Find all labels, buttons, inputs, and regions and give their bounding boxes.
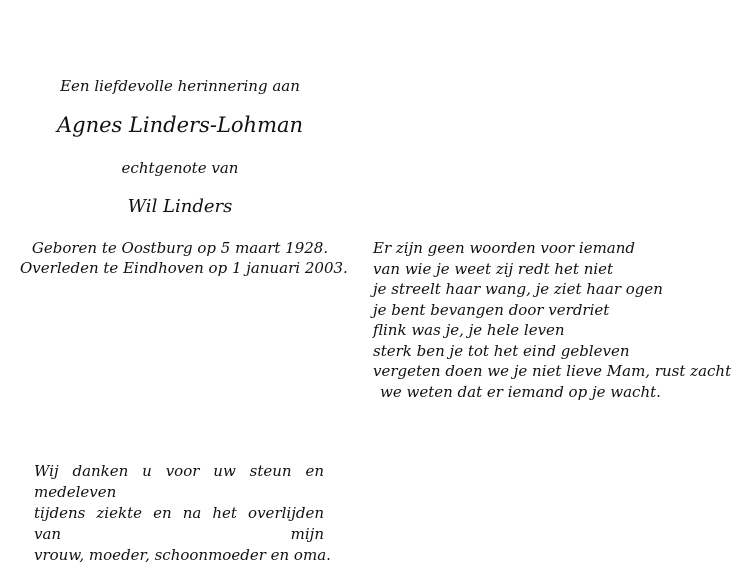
spouse-name: Wil Linders [127,196,233,217]
poem [370,238,732,402]
poem-line: je bent bevangen door verdriet [373,300,610,319]
poem-line: je streelt haar wang, je ziet haar ogen [373,280,663,298]
deceased-name: Agnes Linders-Lohman [56,113,304,137]
thanks-line: tijdens ziekte en na het overlijden van mijn [34,504,324,543]
intro-line: Een liefdevolle herinnering aan [60,77,300,95]
poem-line: flink was je, je hele leven [373,321,565,339]
birth-line: Geboren te Oostburg op 5 maart 1928. [31,239,329,257]
poem-line: Er zijn geen woorden voor iemand [373,239,636,257]
thanks-line: Wij danken u voor uw steun en medeleven [34,462,324,501]
thank-you-note [34,461,331,566]
thanks-line: vrouw, moeder, schoonmoeder en oma. [34,546,331,564]
poem-line: we weten dat er iemand op je wacht. [380,382,661,401]
poem-line: sterk ben je tot het eind gebleven [373,341,630,360]
death-line: Overleden te Eindhoven op 1 januari 2003. [20,259,348,277]
poem-line: vergeten doen we je niet lieve Mam, rust zacht [373,362,732,380]
spouse-label: echtgenote van [121,159,239,177]
poem-line: van wie je weet zij redt het niet [373,259,614,278]
life-dates [20,238,348,278]
